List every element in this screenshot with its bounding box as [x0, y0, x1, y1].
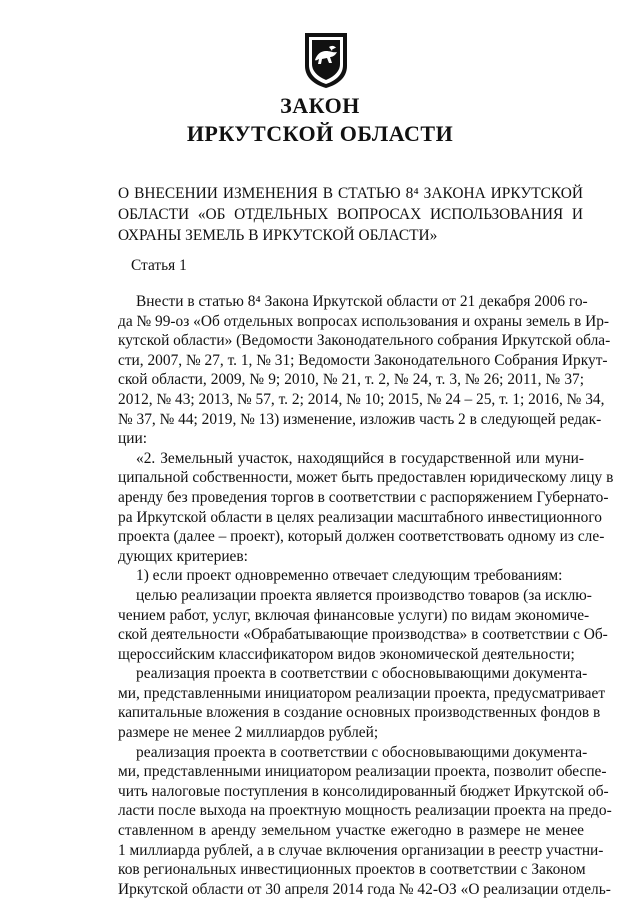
body-line: № 37, № 44; 2019, № 13) изменение, изложив часть 2 в следующей редак- [118, 410, 602, 428]
subject-line: О ВНЕСЕНИИ ИЗМЕНЕНИЯ В СТАТЬЮ 8⁴ ЗАКОНА ИРКУТСКОЙ [118, 185, 583, 202]
body-line: размере не менее 2 миллиардов рублей; [118, 724, 379, 742]
subject-line: ОХРАНЫ ЗЕМЕЛЬ В ИРКУТСКОЙ ОБЛАСТИ» [118, 227, 438, 244]
body-line: ласти после выхода на проектную мощность реализации проекта на предо- [118, 802, 612, 820]
subject-line: ОБЛАСТИ «ОБ ОТДЕЛЬНЫХ ВОПРОСАХ ИСПОЛЬЗОВАНИЯ И [118, 206, 583, 223]
body-line: ской деятельности «Обрабатывающие производства» в соответствии с Об- [118, 626, 608, 644]
coat-of-arms-icon [302, 30, 350, 90]
body-line: целью реализации проекта является производство товаров (за исклю- [136, 586, 592, 604]
body-line: 1) если проект одновременно отвечает следующим требованиям: [136, 567, 563, 585]
document-title-line2: ИРКУТСКОЙ ОБЛАСТИ [186, 121, 454, 146]
body-line: 1 миллиарда рублей, а в случае включения организации в реестр участни- [118, 841, 604, 859]
body-line: чить налоговые поступления в консолидированный бюджет Иркутской об- [118, 782, 609, 800]
document-body [118, 292, 614, 899]
law-subject [118, 183, 583, 246]
body-line: «2. Земельный участок, находящийся в государственной или муни- [136, 449, 584, 467]
body-line: кутской области» (Ведомости Законодательного собрания Иркутской обла- [118, 332, 611, 350]
body-line: Иркутской области от 30 апреля 2014 года № 42-ОЗ «О реализации отдель- [118, 880, 611, 898]
body-line: сти, 2007, № 27, т. 1, № 31; Ведомости Законодательного Собрания Иркут- [118, 351, 608, 369]
body-line: реализация проекта в соответствии с обосновывающими документа- [136, 665, 588, 683]
body-line: ской области, 2009, № 9; 2010, № 21, т. 2, № 24, т. 3, № 26; 2011, № 37; [118, 371, 584, 389]
article-heading: Статья 1 [131, 257, 187, 274]
body-line: ков региональных инвестиционных проектов в соответствии с Законом [118, 861, 586, 879]
body-line: щероссийским классификатором видов экономической деятельности; [118, 645, 575, 663]
body-line: капитальные вложения в создание основных производственных фондов в [118, 704, 601, 722]
body-line: Внести в статью 8⁴ Закона Иркутской области от 21 декабря 2006 го- [136, 293, 588, 310]
body-line: проекта (далее – проект), который должен соответствовать одному из сле- [118, 528, 605, 546]
body-line: ми, представленными инициатором реализации проекта, предусматривает [118, 684, 606, 702]
body-line: ми, представленными инициатором реализации проекта, позволит обеспе- [118, 763, 607, 781]
body-line: ставленном в аренду земельном участке ежегодно в размере не менее [118, 822, 584, 840]
body-line: 2012, № 43; 2013, № 57, т. 2; 2014, № 10; 2015, № 24 – 25, т. 1; 2016, № 34, [118, 390, 605, 408]
document-title-line1: ЗАКОН [280, 93, 360, 118]
body-line: да № 99-оз «Об отдельных вопросах использования и охраны земель в Ир- [118, 312, 610, 330]
body-line: ципальной собственности, может быть предоставлен юридическому лицу в [118, 469, 614, 487]
body-line: аренду без проведения торгов в соответствии с распоряжением Губернато- [118, 488, 609, 506]
body-line: реализация проекта в соответствии с обосновывающими документа- [136, 743, 588, 761]
body-line: ции: [118, 430, 147, 448]
body-line: чением работ, услуг, включая финансовые услуги) по видам экономиче- [118, 606, 590, 624]
body-line: ра Иркутской области в целях реализации масштабного инвестиционного [118, 508, 602, 526]
body-line: дующих критериев: [118, 547, 248, 565]
